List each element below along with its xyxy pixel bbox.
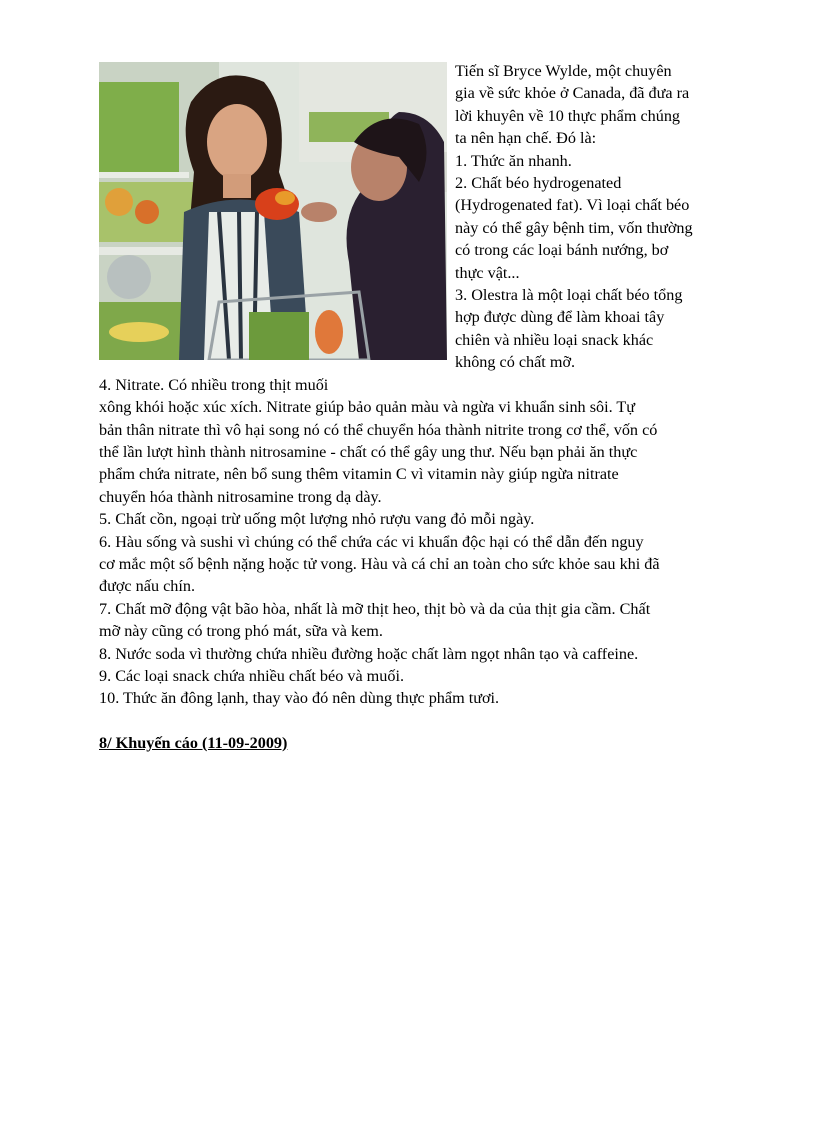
list-item-2: 2. Chất béo hydrogenated	[455, 174, 622, 193]
list-item-10: 10. Thức ăn đông lạnh, thay vào đó nên dùng thực phẩm tươi.	[99, 689, 500, 708]
list-item-7: 7. Chất mỡ động vật bão hòa, nhất là mỡ thịt heo, thịt bò và da của thịt gia cầm. Chất	[99, 599, 651, 618]
body-text	[99, 396, 724, 710]
body-line: thể lần lượt hình thành nitrosamine - chất có thể gây ung thư. Nếu bạn phải ăn thực	[99, 442, 638, 461]
list-item-1: 1. Thức ăn nhanh.	[455, 151, 572, 170]
list-item-9: 9. Các loại snack chứa nhiều chất béo và muối.	[99, 666, 404, 685]
list-item-6-cont: được nấu chín.	[99, 577, 195, 596]
list-item-3-cont: hợp được dùng để làm khoai tây	[455, 308, 665, 327]
body-line: xông khói hoặc xúc xích. Nitrate giúp bảo quản màu và ngừa vi khuẩn sinh sôi. Tự	[99, 398, 636, 417]
intro-line: lời khuyên về 10 thực phẩm chúng	[455, 106, 681, 125]
list-item-3-cont: chiên và nhiều loại snack khác	[455, 330, 654, 349]
list-item-7-cont: mỡ này cũng có trong phó mát, sữa và kem.	[99, 622, 383, 641]
section-heading: 8/ Khuyến cáo (11-09-2009)	[99, 733, 288, 752]
intro-line: ta nên hạn chế. Đó là:	[455, 129, 597, 148]
list-item-6-cont: cơ mắc một số bệnh nặng hoặc tử vong. Hàu và cá chỉ an toàn cho sức khỏe sau khi đã	[99, 554, 660, 573]
list-item-5: 5. Chất cồn, ngoại trừ uống một lượng nhỏ rượu vang đỏ mỗi ngày.	[99, 510, 535, 529]
list-item-2-cont: có trong các loại bánh nướng, bơ	[455, 241, 669, 260]
list-item-3: 3. Olestra là một loại chất béo tổng	[455, 286, 683, 305]
body-line: chuyển hóa thành nitrosamine trong dạ dày.	[99, 487, 382, 506]
list-item-2-cont: này có thể gây bệnh tim, vốn thường	[455, 218, 693, 237]
intro-line: Tiến sĩ Bryce Wylde, một chuyên	[455, 62, 672, 80]
list-item-6: 6. Hàu sống và sushi vì chúng có thể chứa các vi khuẩn độc hại có thể dẫn đến nguy	[99, 532, 644, 551]
document-page	[99, 60, 724, 754]
list-item-8: 8. Nước soda vì thường chứa nhiều đường hoặc chất làm ngọt nhân tạo và caffeine.	[99, 644, 639, 663]
intro-line: gia về sức khỏe ở Canada, đã đưa ra	[455, 84, 690, 103]
list-item-3-cont: không có chất mỡ.	[455, 353, 576, 372]
grocery-photo	[99, 62, 447, 360]
body-line: phẩm chứa nitrate, nên bổ sung thêm vitamin C vì vitamin này giúp ngừa nitrate	[99, 465, 619, 484]
list-item-2-cont: thực vật...	[455, 263, 520, 282]
body-line: bản thân nitrate thì vô hại song nó có thể chuyển hóa thành nitrite trong cơ thể, vốn có	[99, 420, 658, 439]
list-item-2-cont: (Hydrogenated fat). Vì loại chất béo	[455, 196, 690, 215]
grocery-photo-icon	[99, 62, 447, 360]
list-item-4: 4. Nitrate. Có nhiều trong thịt muối	[99, 375, 329, 394]
